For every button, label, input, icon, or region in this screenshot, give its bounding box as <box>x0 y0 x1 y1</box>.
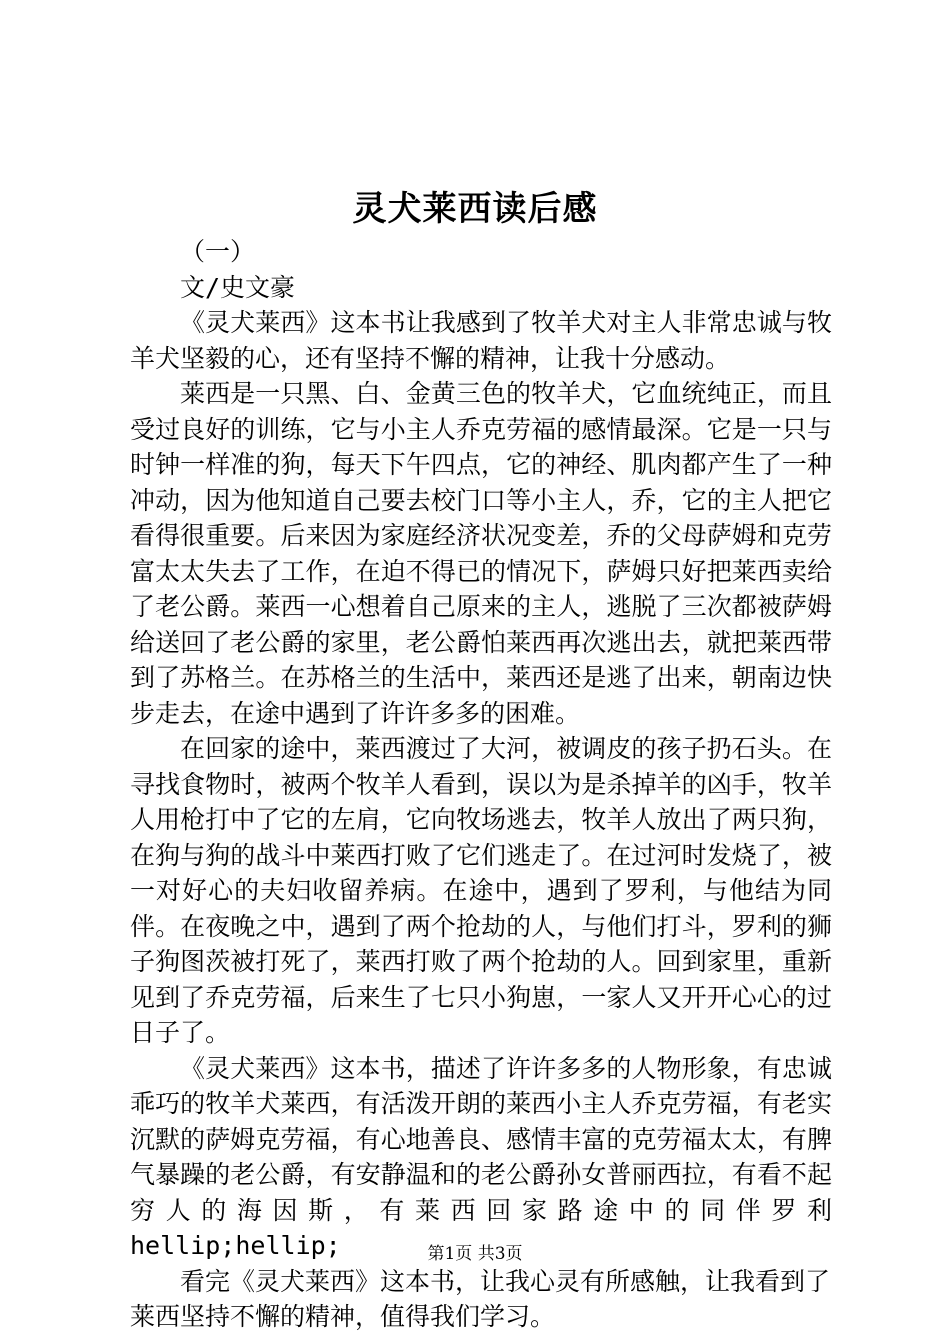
page-footer: 第1页 共3页 <box>427 1244 523 1264</box>
section-label: （一） <box>180 237 256 266</box>
paragraph-3: 在回家的途中，莱西渡过了大河，被调皮的孩子扔石头。在寻找食物时，被两个牧羊人看到，误以为是杀掉羊的凶手，牧羊人用枪打中了它的左肩，它向牧场逃去，牧羊人放出了两只狗，在狗与狗的战斗中莱西打败了它们逃走了。在过河时发烧了，被一对好心的夫妇收留养病。在途中，遇到了罗利，与他结为同伴。在夜晚之中，遇到了两个抢劫的人，与他们打斗，罗利的狮子狗图茨被打死了，莱西打败了两个抢劫的人。回到家里，重新见到了乔克劳福，后来生了七只小狗崽，一家人又开开心心的过日子了。 <box>130 734 832 1047</box>
author-line: 文/史文豪 <box>180 272 296 302</box>
paragraph-2: 莱西是一只黑、白、金黄三色的牧羊犬，它血统纯正，而且受过良好的训练，它与小主人乔克劳福的感情最深。它是一只与时钟一样准的狗，每天下午四点，它的神经、肌肉都产生了一种冲动，因为他知道自己要去校门口等小主人，乔，它的主人把它看得很重要。后来因为家庭经济状况变差，乔的父母萨姆和克劳富太太失去了工作，在迫不得已的情况下，萨姆只好把莱西卖给了老公爵。莱西一心想着自己原来的主人，逃脱了三次都被萨姆给送回了老公爵的家里，老公爵怕莱西再次逃出去，就把莱西带到了苏格兰。在苏格兰的生活中，莱西还是逃了出来，朝南边快步走去，在途中遇到了许许多多的困难。 <box>130 379 832 728</box>
paragraph-4: 《灵犬莱西》这本书，描述了许许多多的人物形象，有忠诚乖巧的牧羊犬莱西，有活泼开朗的莱西小主人乔克劳福，有老实沉默的萨姆克劳福，有心地善良、感情丰富的克劳福太太，有脾气暴躁的老公爵，有安静温和的老公爵孙女普丽西拉，有看不起穷人的海因斯，有莱西回家路途中的同伴罗利hellip;hellip; <box>130 1053 832 1260</box>
paragraph-5: 看完《灵犬莱西》这本书，让我心灵有所感触，让我看到了莱西坚持不懈的精神，值得我们学习。 <box>130 1266 831 1331</box>
document-body <box>130 234 832 1335</box>
paragraph-1: 《灵犬莱西》这本书让我感到了牧羊犬对主人非常忠诚与牧羊犬坚毅的心，还有坚持不懈的精神，让我十分感动。 <box>130 308 832 373</box>
document-title: 灵犬莱西读后感 <box>352 189 598 229</box>
